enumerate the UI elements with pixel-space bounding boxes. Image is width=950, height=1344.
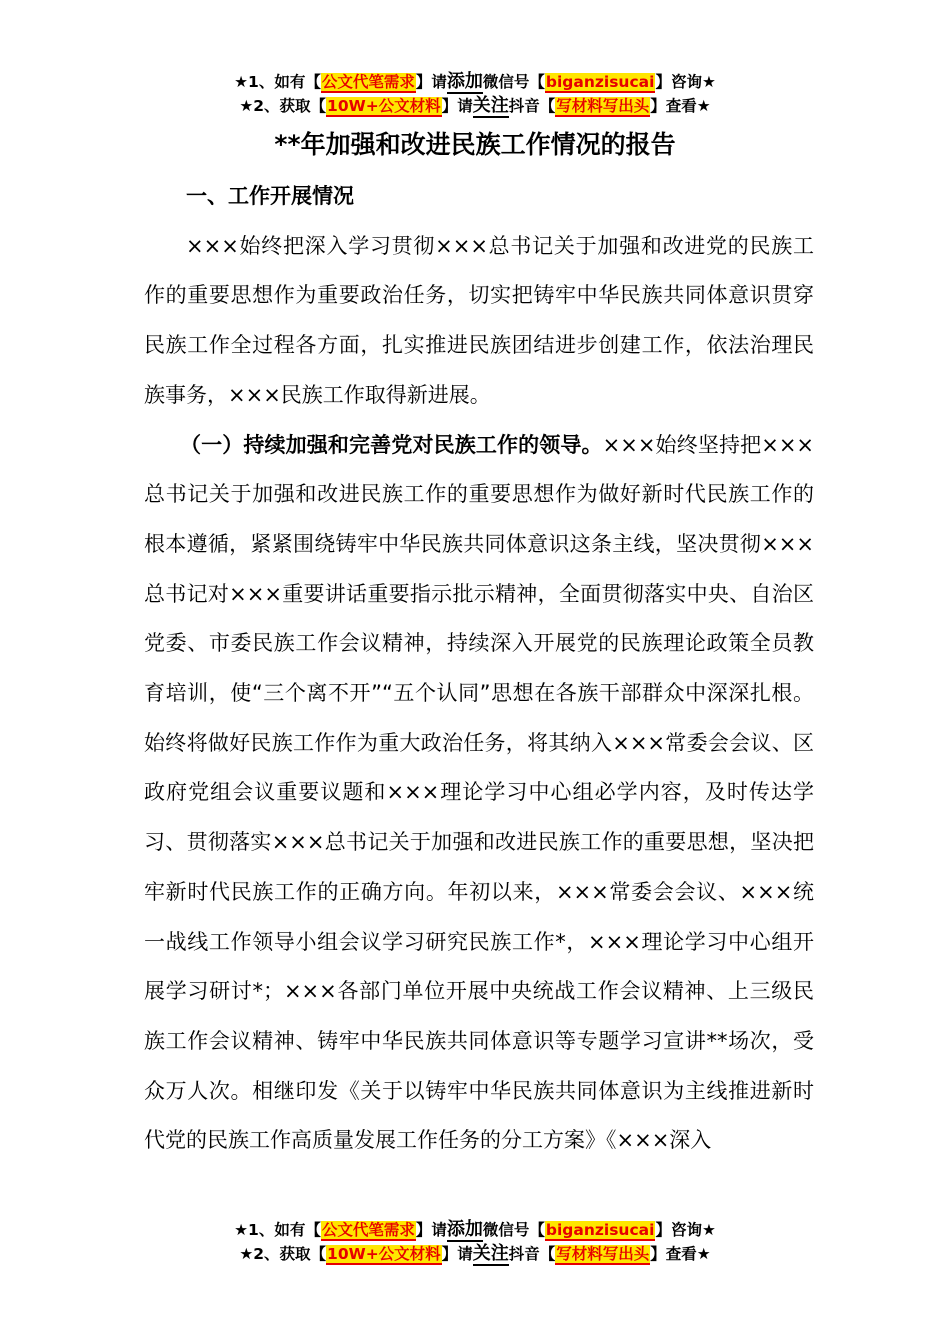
banner-text: 微信号【 bbox=[482, 1221, 545, 1239]
banner-text: ★1、如有【 bbox=[234, 73, 321, 91]
banner-line-2 bbox=[0, 1242, 950, 1266]
highlight-wechat-id: biganzisucai bbox=[545, 1221, 655, 1239]
highlight-service: 公文代笔需求 bbox=[321, 1221, 415, 1239]
banner-text: 】请 bbox=[415, 1221, 447, 1239]
banner-text: 抖音【 bbox=[508, 97, 556, 115]
paragraph-intro: ×××始终把深入学习贯彻×××总书记关于加强和改进党的民族工作的重要思想作为重要政治任务，切实把铸牢中华民族共同体意识贯穿民族工作全过程各方面，扎实推进民族团结进步创建工作，依法治理民族事务，×××民族工作取得新进展。 bbox=[144, 233, 814, 407]
underlined-follow: 关注 bbox=[472, 95, 509, 116]
banner-text: 】请 bbox=[415, 73, 447, 91]
top-banner bbox=[0, 70, 950, 118]
banner-line-1 bbox=[0, 70, 950, 94]
banner-text: 】咨询★ bbox=[655, 73, 716, 91]
banner-text: 】咨询★ bbox=[655, 1221, 716, 1239]
highlight-service: 公文代笔需求 bbox=[321, 73, 415, 91]
banner-text: 抖音【 bbox=[508, 1245, 556, 1263]
underlined-follow: 关注 bbox=[472, 1243, 509, 1264]
banner-text: 】查看★ bbox=[650, 1245, 711, 1263]
banner-text: 】请 bbox=[441, 97, 473, 115]
document-title: **年加强和改进民族工作情况的报告 bbox=[274, 130, 676, 159]
banner-line-2 bbox=[0, 94, 950, 118]
banner-text: 】查看★ bbox=[650, 97, 711, 115]
paragraph-lead: （一）持续加强和完善党对民族工作的领导。 bbox=[180, 432, 603, 457]
banner-text: ★2、获取【 bbox=[239, 1245, 327, 1263]
highlight-douyin: 写材料写出头 bbox=[556, 97, 650, 115]
underlined-add: 添加 bbox=[446, 1219, 483, 1240]
paragraph-leadership bbox=[144, 421, 814, 1167]
document-body bbox=[144, 172, 814, 1166]
underlined-add: 添加 bbox=[446, 71, 483, 92]
highlight-materials: 10W+公文材料 bbox=[327, 97, 441, 115]
banner-text: ★1、如有【 bbox=[234, 1221, 321, 1239]
highlight-materials: 10W+公文材料 bbox=[327, 1245, 441, 1263]
banner-text: 】请 bbox=[441, 1245, 473, 1263]
highlight-douyin: 写材料写出头 bbox=[556, 1245, 650, 1263]
bottom-banner bbox=[0, 1218, 950, 1266]
paragraph-body: ×××始终坚持把×××总书记关于加强和改进民族工作的重要思想作为做好新时代民族工作的根本遵循，紧紧围绕铸牢中华民族共同体意识这条主线，坚决贯彻×××总书记对×××重要讲话重要指示批示精神，全面贯彻落实中央、自治区党委、市委民族工作会议精神，持续深入开展党的民族理论政策全员教育培训，使“三个离不开”“五个认同”思想在各族干部群众中深深扎根。始终将做好民族工作作为重大政治任务，将其纳入×××常委会会议、区政府党组会议重要议题和×××理论学习中心组必学内容，及时传达学习、贯彻落实×××总书记关于加强和改进民族工作的重要思想，坚决把牢新时代民族工作的正确方向。年初以来，×××常委会会议、×××统一战线工作领导小组会议学习研究民族工作*，×××理论学习中心组开展学习研讨*；×××各部门单位开展中央统战工作会议精神、上三级民族工作会议精神、铸牢中华民族共同体意识等专题学习宣讲**场次，受众万人次。相继印发《关于以铸牢中华民族共同体意识为主线推进新时代党的民族工作高质量发展工作任务的分工方案》《×××深入 bbox=[144, 432, 815, 1153]
banner-text: 微信号【 bbox=[482, 73, 545, 91]
section-heading: 一、工作开展情况 bbox=[186, 184, 354, 208]
banner-text: ★2、获取【 bbox=[239, 97, 327, 115]
banner-line-1 bbox=[0, 1218, 950, 1242]
highlight-wechat-id: biganzisucai bbox=[545, 73, 655, 91]
